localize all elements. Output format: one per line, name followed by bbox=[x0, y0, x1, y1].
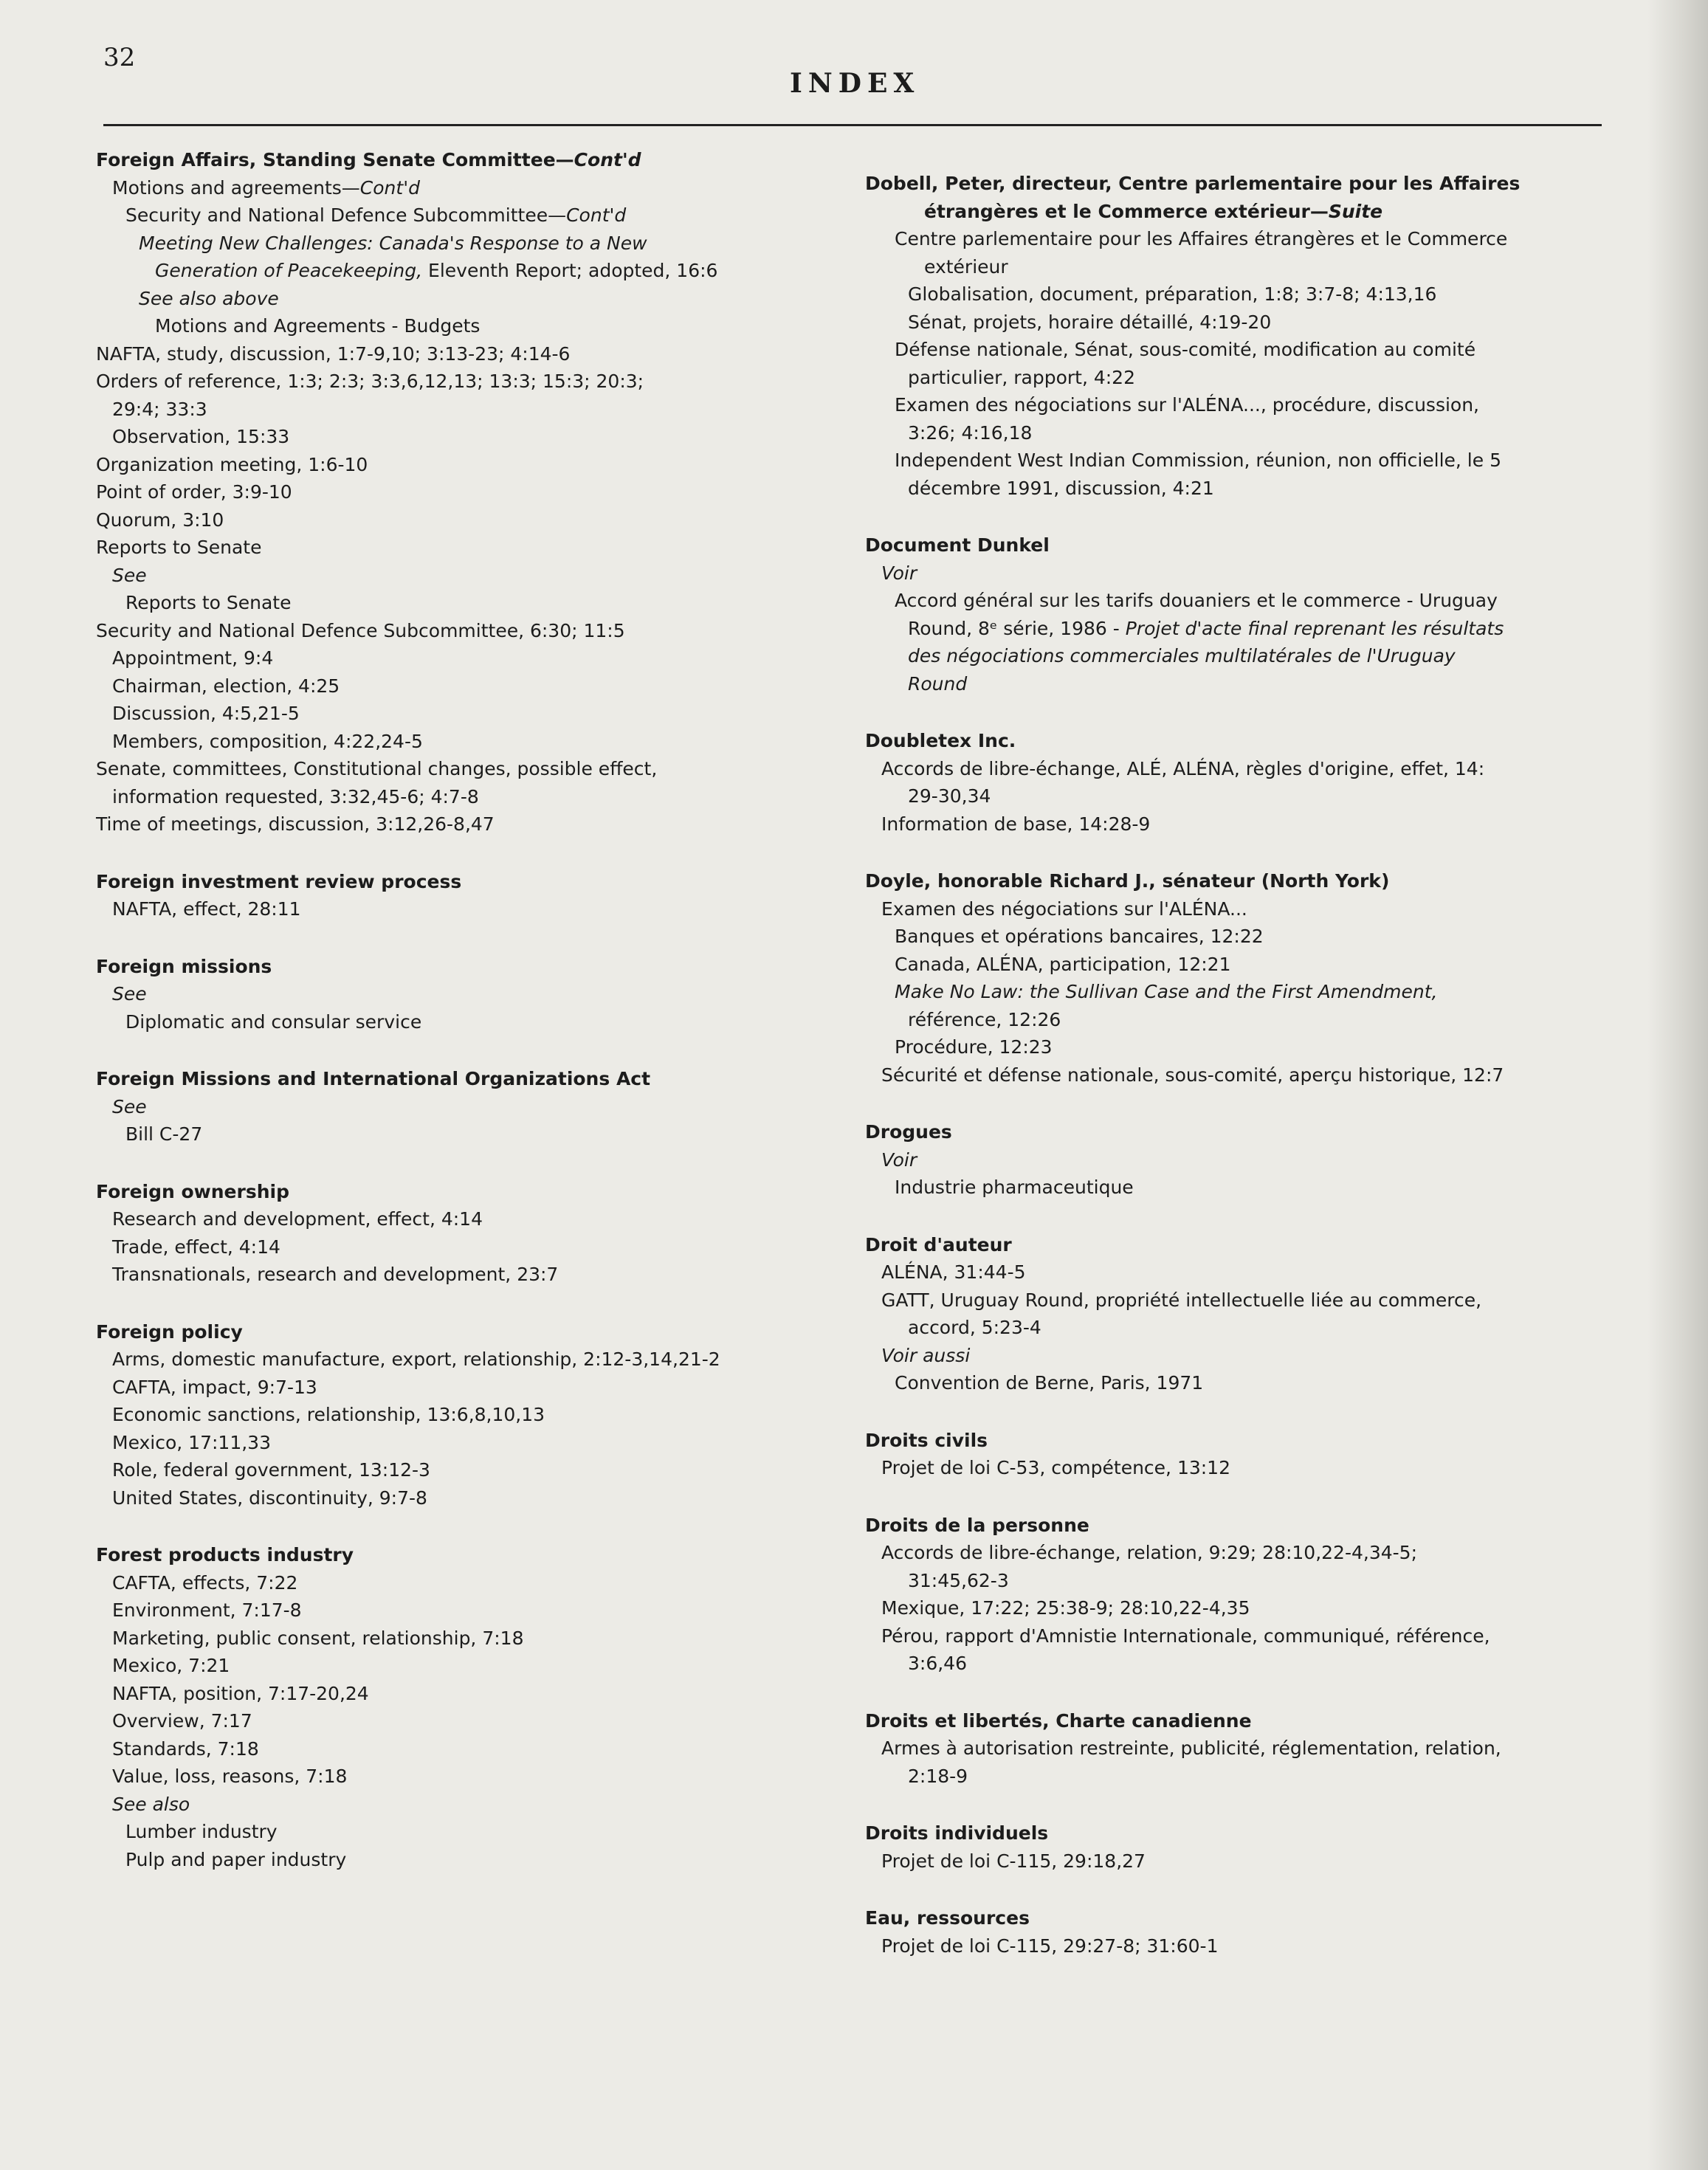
index-subentry: Pulp and paper industry bbox=[125, 1848, 347, 1870]
index-subentry: Role, federal government, 13:12-3 bbox=[112, 1459, 430, 1481]
index-subentry: Round bbox=[908, 672, 968, 695]
index-entry bbox=[865, 170, 1633, 502]
index-subentry: CAFTA, impact, 9:7-13 bbox=[112, 1376, 317, 1398]
index-subentry: Observation, 15:33 bbox=[112, 426, 290, 447]
index-subentry: Arms, domestic manufacture, export, relationship, 2:12-3,14,21-2 bbox=[112, 1348, 720, 1370]
index-subentry: Globalisation, document, préparation, 1:8; 3:7-8; 4:13,16 bbox=[908, 283, 1437, 305]
page-gutter-shadow bbox=[1647, 0, 1708, 2170]
index-subentry: Mexico, 7:21 bbox=[112, 1655, 230, 1676]
index-subentry: GATT, Uruguay Round, propriété intellectuelle liée au commerce, bbox=[881, 1289, 1482, 1311]
index-subentry: Environment, 7:17-8 bbox=[112, 1599, 302, 1621]
index-subentry: Mexico, 17:11,33 bbox=[112, 1431, 271, 1453]
index-subentry: Information de base, 14:28-9 bbox=[881, 813, 1151, 835]
index-subentry: Lumber industry bbox=[125, 1821, 278, 1842]
index-subentry: information requested, 3:32,45-6; 4:7-8 bbox=[112, 785, 479, 807]
index-subentry: ALÉNA, 31:44-5 bbox=[881, 1261, 1026, 1283]
index-heading: étrangères et le Commerce extérieur—Suite bbox=[924, 200, 1383, 222]
index-subentry: Marketing, public consent, relationship, 7:18 bbox=[112, 1627, 524, 1649]
index-subentry: Industrie pharmaceutique bbox=[895, 1177, 1134, 1198]
index-entry bbox=[96, 1178, 864, 1289]
index-subentry: accord, 5:23-4 bbox=[908, 1317, 1041, 1338]
index-subentry: Diplomatic and consular service bbox=[125, 1010, 422, 1033]
index-heading: Foreign investment review process bbox=[96, 870, 462, 892]
index-heading: Drogues bbox=[865, 1121, 952, 1143]
index-subentry: See bbox=[112, 983, 147, 1005]
index-subentry: 29-30,34 bbox=[908, 785, 991, 807]
index-subentry: Time of meetings, discussion, 3:12,26-8,47 bbox=[96, 813, 495, 835]
index-entry bbox=[865, 1512, 1633, 1678]
index-entry bbox=[96, 868, 864, 923]
index-entry bbox=[865, 1231, 1633, 1397]
index-subentry: Convention de Berne, Paris, 1971 bbox=[895, 1372, 1204, 1394]
index-subentry: Sénat, projets, horaire détaillé, 4:19-20 bbox=[908, 311, 1272, 333]
index-entry bbox=[865, 1819, 1633, 1875]
index-subentry: Voir bbox=[881, 1148, 917, 1171]
index-subentry: Projet de loi C-115, 29:18,27 bbox=[881, 1850, 1146, 1872]
index-subentry: Meeting New Challenges: Canada's Response to a New bbox=[139, 232, 647, 254]
index-heading: Foreign Affairs, Standing Senate Committee—Cont'd bbox=[96, 149, 641, 170]
index-subentry: Mexique, 17:22; 25:38-9; 28:10,22-4,35 bbox=[881, 1597, 1250, 1619]
index-heading: Forest products industry bbox=[96, 1544, 354, 1566]
index-subentry: Examen des négociations sur l'ALÉNA..., procédure, discussion, bbox=[895, 394, 1480, 416]
index-subentry: 29:4; 33:3 bbox=[112, 398, 207, 420]
index-heading: Foreign ownership bbox=[96, 1180, 289, 1202]
index-subentry: Standards, 7:18 bbox=[112, 1737, 259, 1760]
index-heading: Droits et libertés, Charte canadienne bbox=[865, 1709, 1252, 1732]
index-subentry: Organization meeting, 1:6-10 bbox=[96, 453, 368, 475]
index-subentry: Canada, ALÉNA, participation, 12:21 bbox=[895, 953, 1231, 975]
index-subentry: See also bbox=[112, 1793, 190, 1815]
index-subentry: 2:18-9 bbox=[908, 1765, 968, 1787]
page-number: 32 bbox=[103, 43, 136, 72]
index-heading: Document Dunkel bbox=[865, 534, 1050, 556]
index-heading: Foreign missions bbox=[96, 955, 272, 977]
index-subentry: Economic sanctions, relationship, 13:6,8,10,13 bbox=[112, 1404, 545, 1425]
page-title: INDEX bbox=[790, 68, 920, 99]
index-subentry: Centre parlementaire pour les Affaires étrangères et le Commerce bbox=[895, 228, 1508, 249]
index-heading: Dobell, Peter, directeur, Centre parlementaire pour les Affaires bbox=[865, 173, 1521, 194]
index-subentry: Orders of reference, 1:3; 2:3; 3:3,6,12,13; 13:3; 15:3; 20:3; bbox=[96, 371, 644, 392]
index-subentry: Voir bbox=[881, 562, 917, 584]
index-subentry: Sécurité et défense nationale, sous-comité, aperçu historique, 12:7 bbox=[881, 1064, 1504, 1086]
index-heading: Droits individuels bbox=[865, 1822, 1049, 1844]
index-subentry: Make No Law: the Sullivan Case and the First Amendment, bbox=[895, 981, 1438, 1002]
index-subentry: Accords de libre-échange, relation, 9:29; 28:10,22-4,34-5; bbox=[881, 1542, 1418, 1563]
index-entry bbox=[865, 1427, 1633, 1482]
index-subentry: Point of order, 3:9-10 bbox=[96, 481, 292, 503]
index-subentry: Discussion, 4:5,21-5 bbox=[112, 703, 300, 724]
index-heading: Foreign policy bbox=[96, 1320, 243, 1343]
index-entry bbox=[96, 1065, 864, 1148]
index-subentry: Members, composition, 4:22,24-5 bbox=[112, 730, 423, 752]
index-subentry: Pérou, rapport d'Amnistie Internationale, communiqué, référence, bbox=[881, 1625, 1490, 1647]
index-subentry: Senate, committees, Constitutional changes, possible effect, bbox=[96, 758, 658, 779]
index-entry bbox=[865, 531, 1633, 698]
index-subentry: Overview, 7:17 bbox=[112, 1710, 252, 1732]
index-subentry: CAFTA, effects, 7:22 bbox=[112, 1571, 298, 1594]
index-entry bbox=[865, 1707, 1633, 1791]
index-subentry: Banques et opérations bancaires, 12:22 bbox=[895, 926, 1264, 947]
index-subentry: extérieur bbox=[924, 255, 1008, 278]
index-subentry: NAFTA, effect, 28:11 bbox=[112, 898, 301, 920]
index-subentry: Reports to Senate bbox=[125, 592, 292, 613]
index-heading: Eau, ressources bbox=[865, 1907, 1030, 1929]
index-subentry: Voir aussi bbox=[881, 1344, 971, 1366]
index-entry bbox=[865, 1118, 1633, 1202]
index-subentry: NAFTA, position, 7:17-20,24 bbox=[112, 1682, 369, 1704]
index-subentry: Reports to Senate bbox=[96, 537, 262, 558]
index-heading: Doubletex Inc. bbox=[865, 730, 1016, 751]
index-subentry: Independent West Indian Commission, réunion, non officielle, le 5 bbox=[895, 450, 1501, 471]
index-subentry: Trade, effect, 4:14 bbox=[112, 1236, 280, 1258]
index-heading: Droits civils bbox=[865, 1429, 988, 1451]
index-subentry: Transnationals, research and development, 23:7 bbox=[112, 1264, 559, 1285]
index-subentry: 3:6,46 bbox=[908, 1653, 967, 1674]
index-subentry: Accords de libre-échange, ALÉ, ALÉNA, règles d'origine, effet, 14: bbox=[881, 757, 1485, 779]
index-subentry: Bill C-27 bbox=[125, 1123, 203, 1145]
index-subentry: Motions and Agreements - Budgets bbox=[155, 315, 481, 337]
index-subentry: décembre 1991, discussion, 4:21 bbox=[908, 477, 1214, 499]
index-subentry: See bbox=[112, 564, 147, 586]
index-subentry: Armes à autorisation restreinte, publicité, réglementation, relation, bbox=[881, 1737, 1501, 1759]
index-entry bbox=[865, 1904, 1633, 1960]
index-column-left bbox=[96, 146, 864, 1903]
index-entry bbox=[865, 867, 1633, 1089]
index-heading: Foreign Missions and International Organizations Act bbox=[96, 1068, 651, 1089]
index-subentry: Value, loss, reasons, 7:18 bbox=[112, 1766, 348, 1787]
index-subentry: Round, 8ᵉ série, 1986 - Projet d'acte final reprenant les résultats bbox=[908, 617, 1504, 639]
index-subentry: Accord général sur les tarifs douaniers et le commerce - Uruguay bbox=[895, 590, 1498, 611]
index-subentry: Research and development, effect, 4:14 bbox=[112, 1208, 483, 1230]
index-subentry: United States, discontinuity, 9:7-8 bbox=[112, 1487, 427, 1509]
index-heading: Doyle, honorable Richard J., sénateur (North York) bbox=[865, 870, 1390, 892]
index-heading: Droit d'auteur bbox=[865, 1233, 1012, 1256]
index-subentry: Appointment, 9:4 bbox=[112, 647, 274, 669]
index-subentry: NAFTA, study, discussion, 1:7-9,10; 3:13-23; 4:14-6 bbox=[96, 342, 571, 365]
index-entry bbox=[96, 146, 864, 838]
index-subentry: Generation of Peacekeeping, Eleventh Report; adopted, 16:6 bbox=[155, 260, 718, 281]
index-column-right bbox=[865, 170, 1633, 1989]
index-subentry: référence, 12:26 bbox=[908, 1008, 1061, 1030]
index-subentry: See bbox=[112, 1095, 147, 1117]
index-subentry: Procédure, 12:23 bbox=[895, 1036, 1053, 1058]
index-subentry: Security and National Defence Subcommittee, 6:30; 11:5 bbox=[96, 619, 625, 641]
index-entry bbox=[96, 1318, 864, 1512]
index-subentry: Projet de loi C-115, 29:27-8; 31:60-1 bbox=[881, 1935, 1219, 1957]
index-subentry: Projet de loi C-53, compétence, 13:12 bbox=[881, 1457, 1230, 1478]
index-subentry: Motions and agreements—Cont'd bbox=[112, 176, 420, 199]
index-subentry: des négociations commerciales multilatérales de l'Uruguay bbox=[908, 645, 1456, 666]
index-subentry: Défense nationale, Sénat, sous-comité, modification au comité bbox=[895, 339, 1476, 360]
index-entry bbox=[865, 727, 1633, 838]
index-subentry: 3:26; 4:16,18 bbox=[908, 421, 1033, 444]
index-subentry: 31:45,62-3 bbox=[908, 1569, 1009, 1591]
index-heading: Droits de la personne bbox=[865, 1514, 1089, 1536]
index-subentry: Security and National Defence Subcommittee—Cont'd bbox=[125, 204, 627, 226]
index-entry bbox=[96, 953, 864, 1036]
index-subentry: Chairman, election, 4:25 bbox=[112, 675, 340, 697]
index-subentry: Examen des négociations sur l'ALÉNA... bbox=[881, 898, 1247, 920]
index-subentry: particulier, rapport, 4:22 bbox=[908, 366, 1135, 388]
index-subentry: Quorum, 3:10 bbox=[96, 509, 224, 531]
index-subentry: See also above bbox=[139, 287, 279, 309]
header-rule bbox=[103, 124, 1602, 126]
index-entry bbox=[96, 1541, 864, 1873]
